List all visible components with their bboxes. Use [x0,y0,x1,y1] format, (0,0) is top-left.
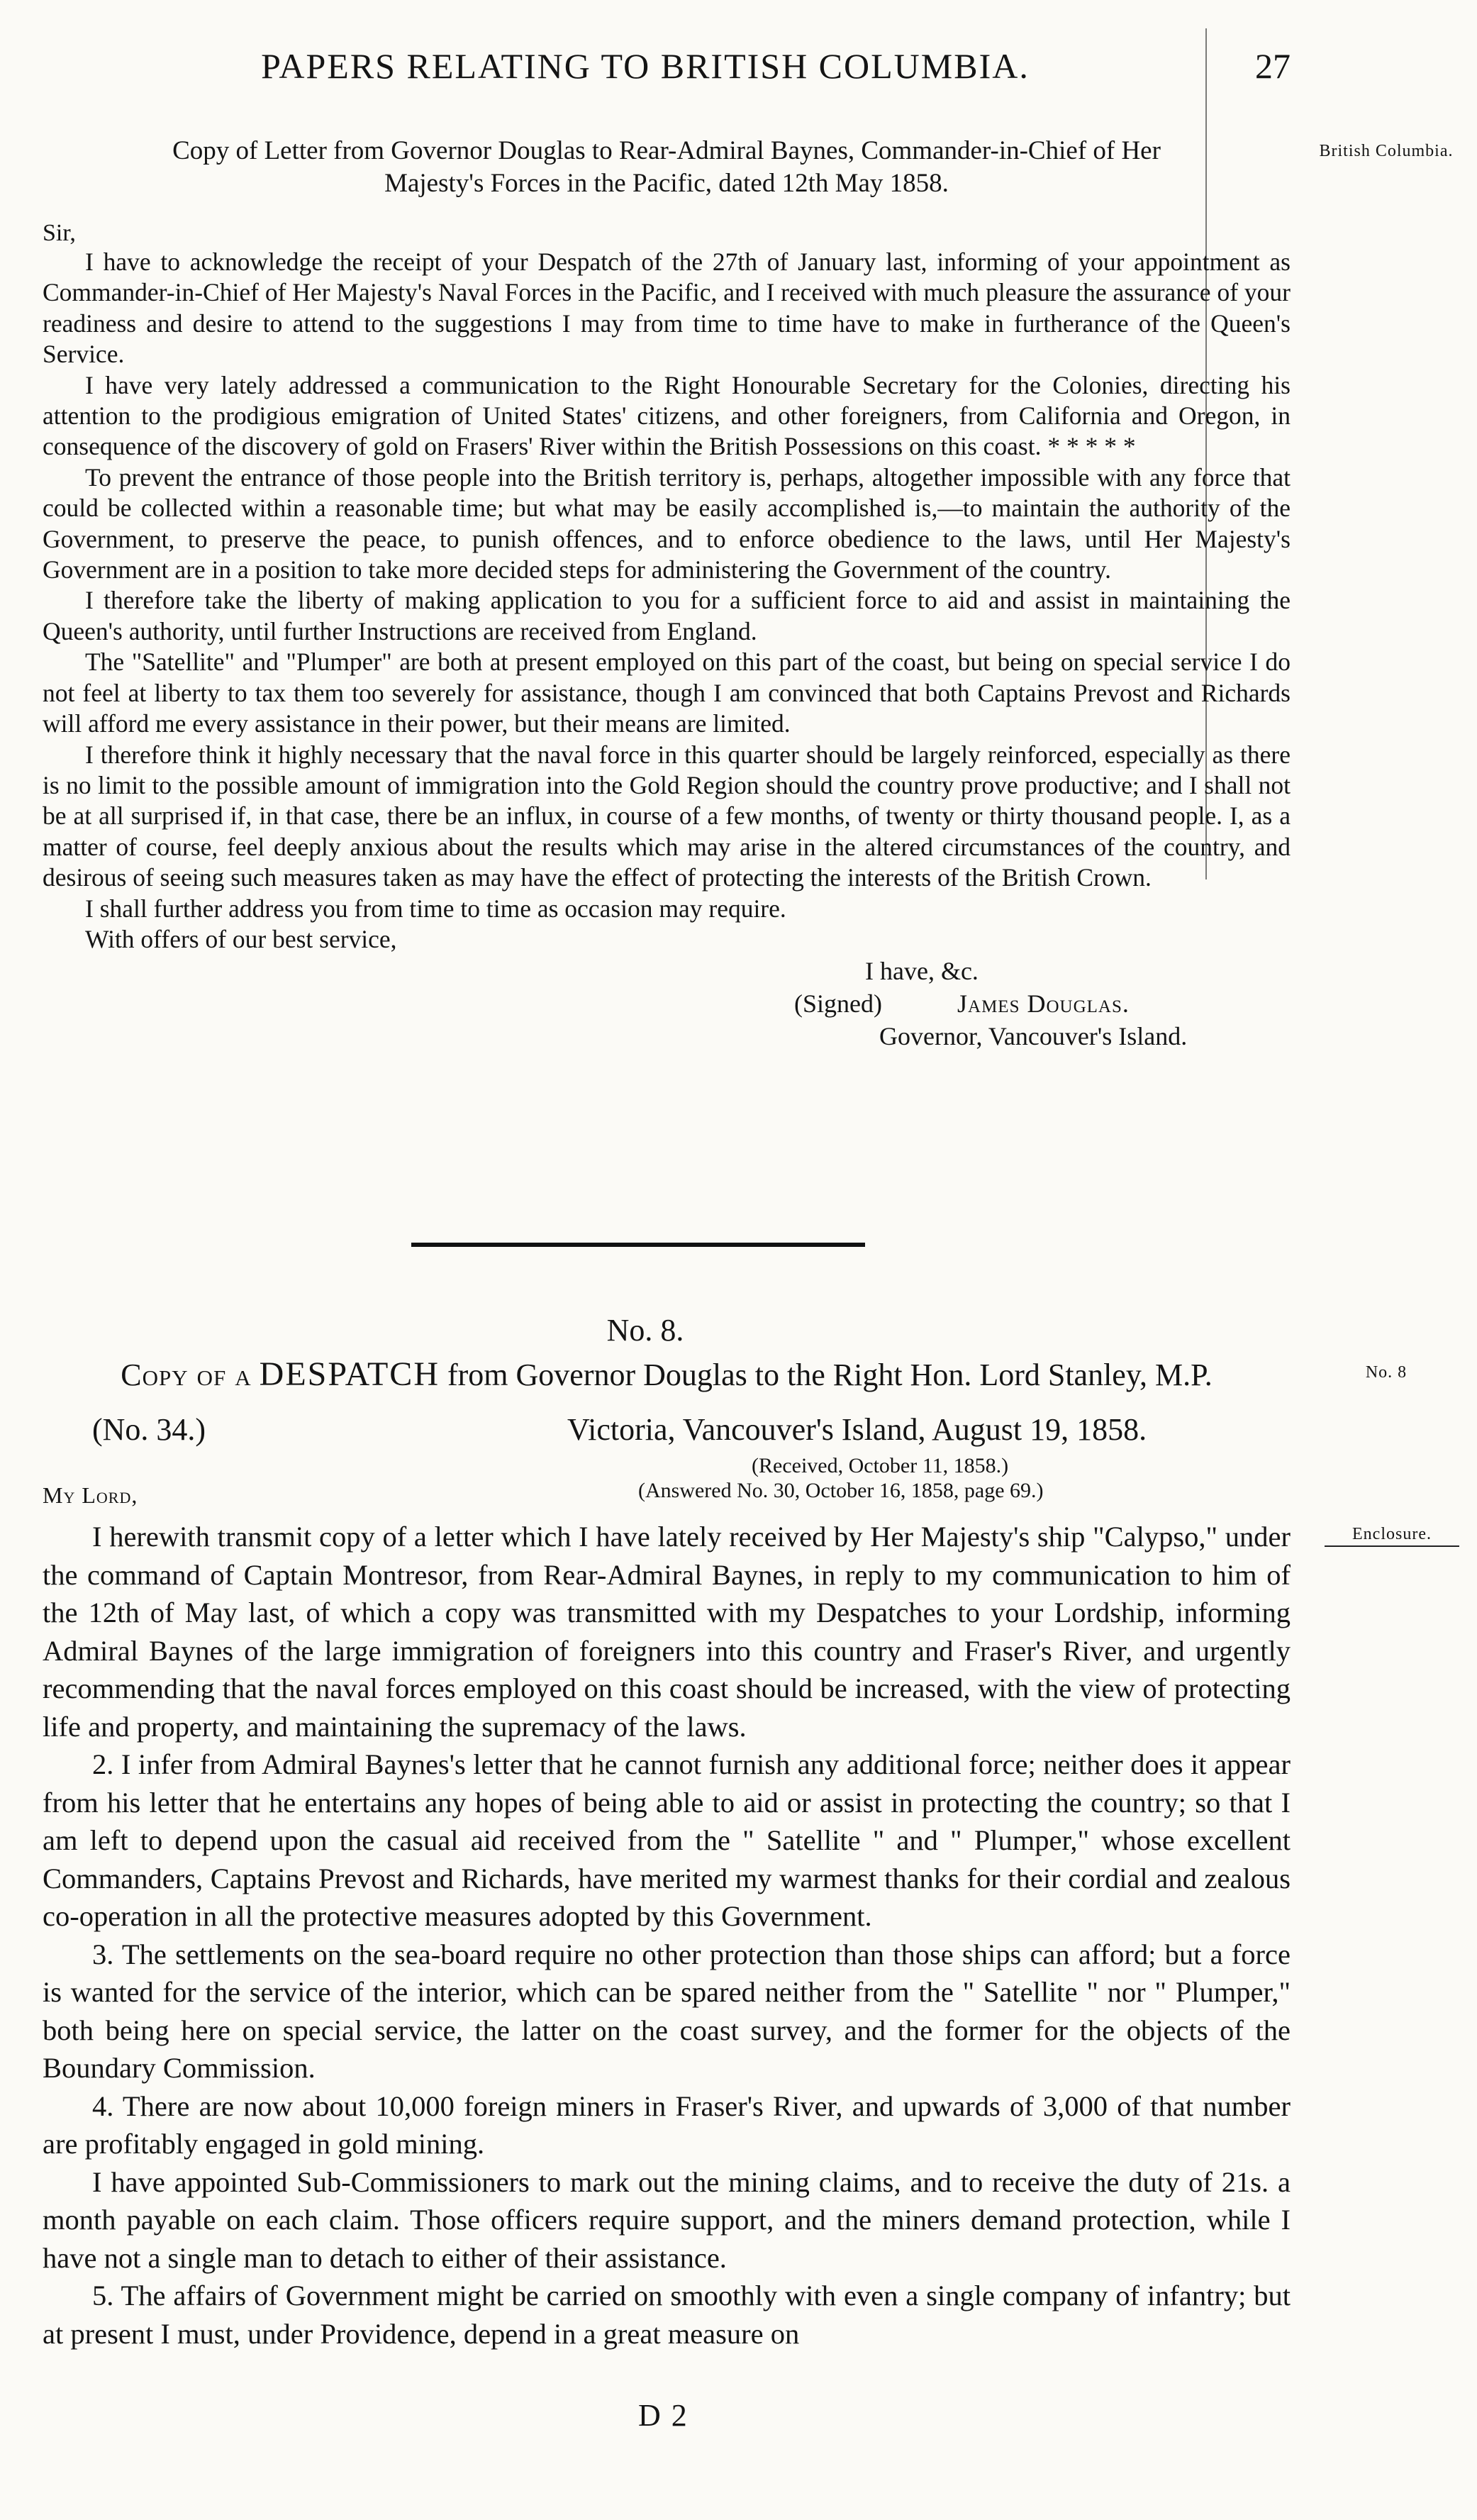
margin-note-enclosure: Enclosure. [1325,1525,1459,1547]
despatch-paragraph: 2. I infer from Admiral Baynes's letter that he cannot furnish any additional force; neither does it appear from his letter that he entertains any hopes of being able to aid or assist in protecting the country; so that I am left to depend upon the casual aid received from the " Satellite " and " Plumper," whose excellent Commanders, Captains Prevost and Richards, have merited my warmest thanks for their cordial and zealous co-operation in all the protective measures adopted by this Government. [43,1748,1291,1932]
despatch-place-date: Victoria, Vancouver's Island, August 19, 1858. [567,1412,1147,1447]
despatch-number-heading: No. 8. [606,1313,684,1348]
despatch-received: (Received, October 11, 1858.) [752,1454,1009,1477]
running-title: PAPERS RELATING TO BRITISH COLUMBIA. [261,46,1030,86]
letter-paragraph: I have to acknowledge the receipt of your Despatch of the 27th of January last, informing of your appointment as Commander-in-Chief of Her Majesty's Naval Forces in the Pacific, and I received with much pleasure the assurance of your readiness and desire to attend to the suggestions I may from time to time have to make in furtherance of the Queen's Service. [43,248,1291,369]
despatch-paragraph: I herewith transmit copy of a letter which I have lately received by Her Majesty's ship "Calypso," under the command of Captain Montresor, from Rear-Admiral Baynes, in reply to my communication to him of the 12th of May last, of which a copy was transmitted with my Despatches to your Lordship, informing Admiral Baynes of the large immigration of foreigners into this country and Fraser's River, and urgently recommending that the naval forces employed on this coast should be increased, with the view of protecting life and property, and maintaining the supremacy of the laws. [43,1521,1291,1743]
margin-note-colony: British Columbia. [1319,142,1454,160]
letter-paragraph: I shall further address you from time to time as occasion may require. [85,894,786,923]
letter-paragraph: I therefore take the liberty of making application to you for a sufficient force to aid and assist in maintaining the Queen's authority, until further Instructions are received from England. [43,586,1291,645]
despatch-paragraph: 3. The settlements on the sea-board require no other protection than those ships can afford; but a force is wanted for the service of the interior, which can be spared neither from the " Satellite " nor " Plumper," both being here on special service, the latter on the coast survey, and the former for the objects of the Boundary Commission. [43,1938,1291,2084]
letter-paragraph: I have very lately addressed a communication to the Right Honourable Secretary for the Colonies, directing his attention to the prodigious emigration of United States' citizens, and other foreigners, from California and Oregon, in consequence of the discovery of gold on Frasers' River within the British Possessions on this coast. * * * * * [43,370,1291,461]
despatch-ref: (No. 34.) [92,1412,206,1447]
letter-salutation: Sir, [43,220,76,246]
letter-signature-block [43,955,1291,1053]
despatch-paragraph: I have appointed Sub-Commissioners to mark out the mining claims, and to receive the duty of 21s. a month payable on each claim. Those officers require support, and the miners demand protection, while I have not a single man to detach to either of their assistance. [43,2165,1291,2274]
despatch-salutation: My Lord, [43,1482,138,1508]
letter-paragraph: To prevent the entrance of those people into the British territory is, perhaps, altogether impossible with any force that could be collected within a reasonable time; but what may be easily accomplished is,—to maintain the authority of the Government, to preserve the peace, to punish offences, and to enforce obedience to the laws, until Her Majesty's Government are in a position to take more decided steps for administering the Government of the country. [43,462,1291,584]
letter-paragraph: The "Satellite" and "Plumper" are both at present employed on this part of the coast, but being on special service I do not feel at liberty to tax them too severely for assistance, though I am convinced that both Captains Prevost and Richards will afford me every assistance in their power, but their means are limited. [43,648,1291,738]
despatch-title-prefix: Copy of a [121,1358,252,1392]
letter-paragraph: I therefore think it highly necessary that the naval force in this quarter should be largely reinforced, especially as there is no limit to the possible amount of immigration into the Gold Region should the country prove productive; and I shall not be at all surprised if, in that case, there be an influx, in course of a few months, of twenty or thirty thousand people. I, as a matter of course, feel deeply anxious about the results which may arise in the altered circumstances of the country, and desirous of seeing such measures taken as may have the effect of protecting the interests of the British Crown. [43,740,1291,892]
despatch-paragraph: 4. There are now about 10,000 foreign miners in Fraser's River, and upwards of 3,000 of that number are profitably engaged in gold mining. [43,2089,1291,2160]
margin-note-no8: No. 8 [1365,1363,1408,1382]
signed-label: (Signed) [794,989,882,1018]
letter-paragraph: With offers of our best service, [85,924,397,953]
page-number: 27 [1255,46,1291,86]
despatch-title [43,1356,1291,1394]
letter-closing: I have, &c. [865,957,979,986]
signature-mark: D 2 [638,2398,689,2433]
despatch-title-word: DESPATCH [259,1355,440,1393]
despatch-title-rest: from Governor Douglas to the Right Hon. Lord Stanley, M.P. [447,1358,1213,1392]
despatch-answered: (Answered No. 30, October 16, 1858, page 69.) [638,1479,1044,1502]
letter-signatory-title: Governor, Vancouver's Island. [879,1022,1188,1051]
despatch-body [43,1518,1291,2353]
letter-section [43,135,1291,1053]
section-divider [411,1243,865,1247]
letter-signatory: James Douglas. [957,989,1130,1018]
letter-heading: Copy of Letter from Governor Douglas to Rear-Admiral Baynes, Commander-in-Chief of Her Majesty's Forces in the Pacific, dated 12th May 1858. [172,136,1161,198]
despatch-paragraph: 5. The affairs of Government might be carried on smoothly with even a single company of infantry; but at present I must, under Providence, depend in a great measure on [43,2280,1291,2350]
